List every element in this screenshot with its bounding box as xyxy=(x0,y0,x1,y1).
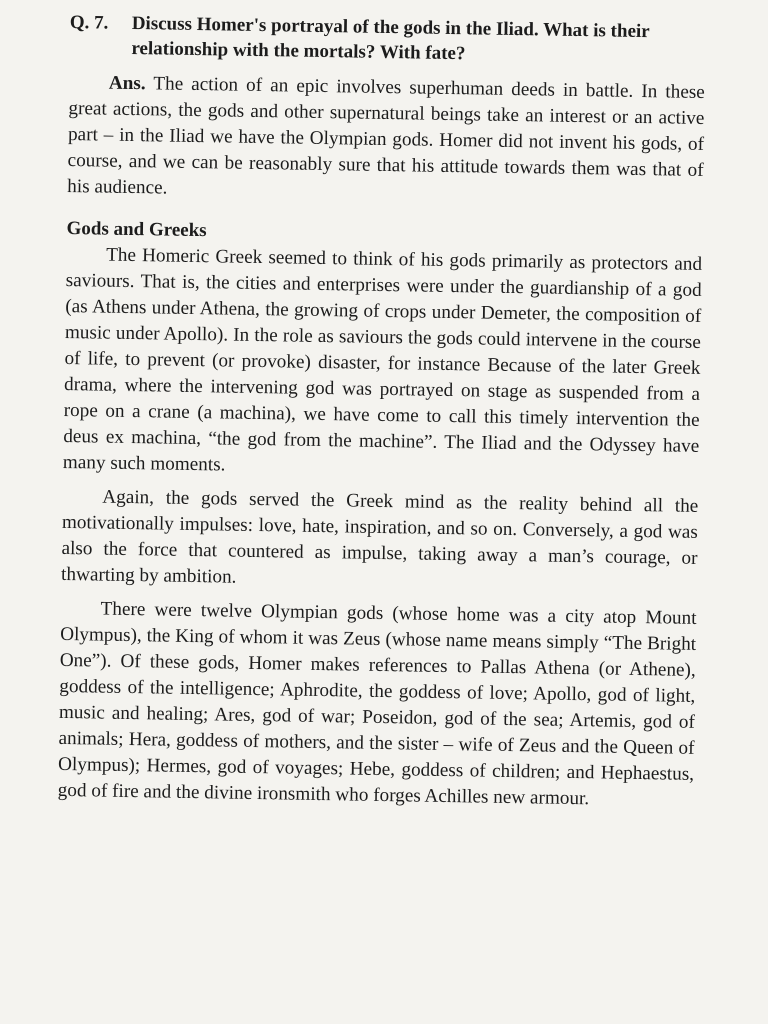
paragraph-motivations: Again, the gods served the Greek mind as the reality behind all the motivationally impulses: love, hate, inspiration, and so on. Conversely, a god was also the force that countered as impulse, taking away a man’s courage, or thwarting by ambition. xyxy=(60,486,699,588)
question-block xyxy=(69,10,706,70)
paragraph-olympian-gods: There were twelve Olympian gods (whose home was a city atop Mount Olympus), the King of whom it was Zeus (whose name means simply “The Bright One”). Of these gods, Homer makes references to Pallas Athena (or Athene), goddess of the intelligence; Aphrodite, the goddess of love; Apollo, god of light, music and healing; Ares, god of war; Poseidon, god of the sea; Artemis, god of animals; Hera, goddess of mothers, and the sister – wife of Zeus and the Queen of Olympus); Hermes, god of voyages; Hebe, goddess of children; and Hephaestus, god of fire and the divine ironsmith who forges Achilles new armour. xyxy=(57,598,697,810)
section-heading: Gods and Greeks xyxy=(66,217,207,242)
paragraph-homeric-greek: The Homeric Greek seemed to think of his gods primarily as protectors and saviours. That is, the cities and enterprises were under the guardianship of a god (as Athens under Athena, the growing of crops under Demeter, the composition of music under Apollo). In the role as saviours the gods could intervene in the course of life, to prevent (or provoke) disaster, for instance Because of the later Greek drama, where the intervening god was portrayed on stage as suspended from a rope on a crane (a machina), we have come to call this timely intervention the deus ex machina, “the god from the machine”. The Iliad and the Odyssey have many such moments. xyxy=(62,244,703,476)
answer-paragraph xyxy=(67,70,705,210)
question-number: Q. 7. xyxy=(69,11,109,34)
answer-text: The action of an epic involves superhuman deeds in battle. In these great actions, the gods and other supernatural beings take an interest or an active part – in the Iliad we have the Olympian gods. Homer did not invent his gods, of course, and we can be reasonably sure that his attitude towards them was that of his audience. xyxy=(67,73,705,199)
question-text: Discuss Homer's portrayal of the gods in the Iliad. What is their relationship with the mortals? With fate? xyxy=(131,12,650,65)
answer-label: Ans. xyxy=(108,72,146,95)
document-page xyxy=(58,10,706,814)
